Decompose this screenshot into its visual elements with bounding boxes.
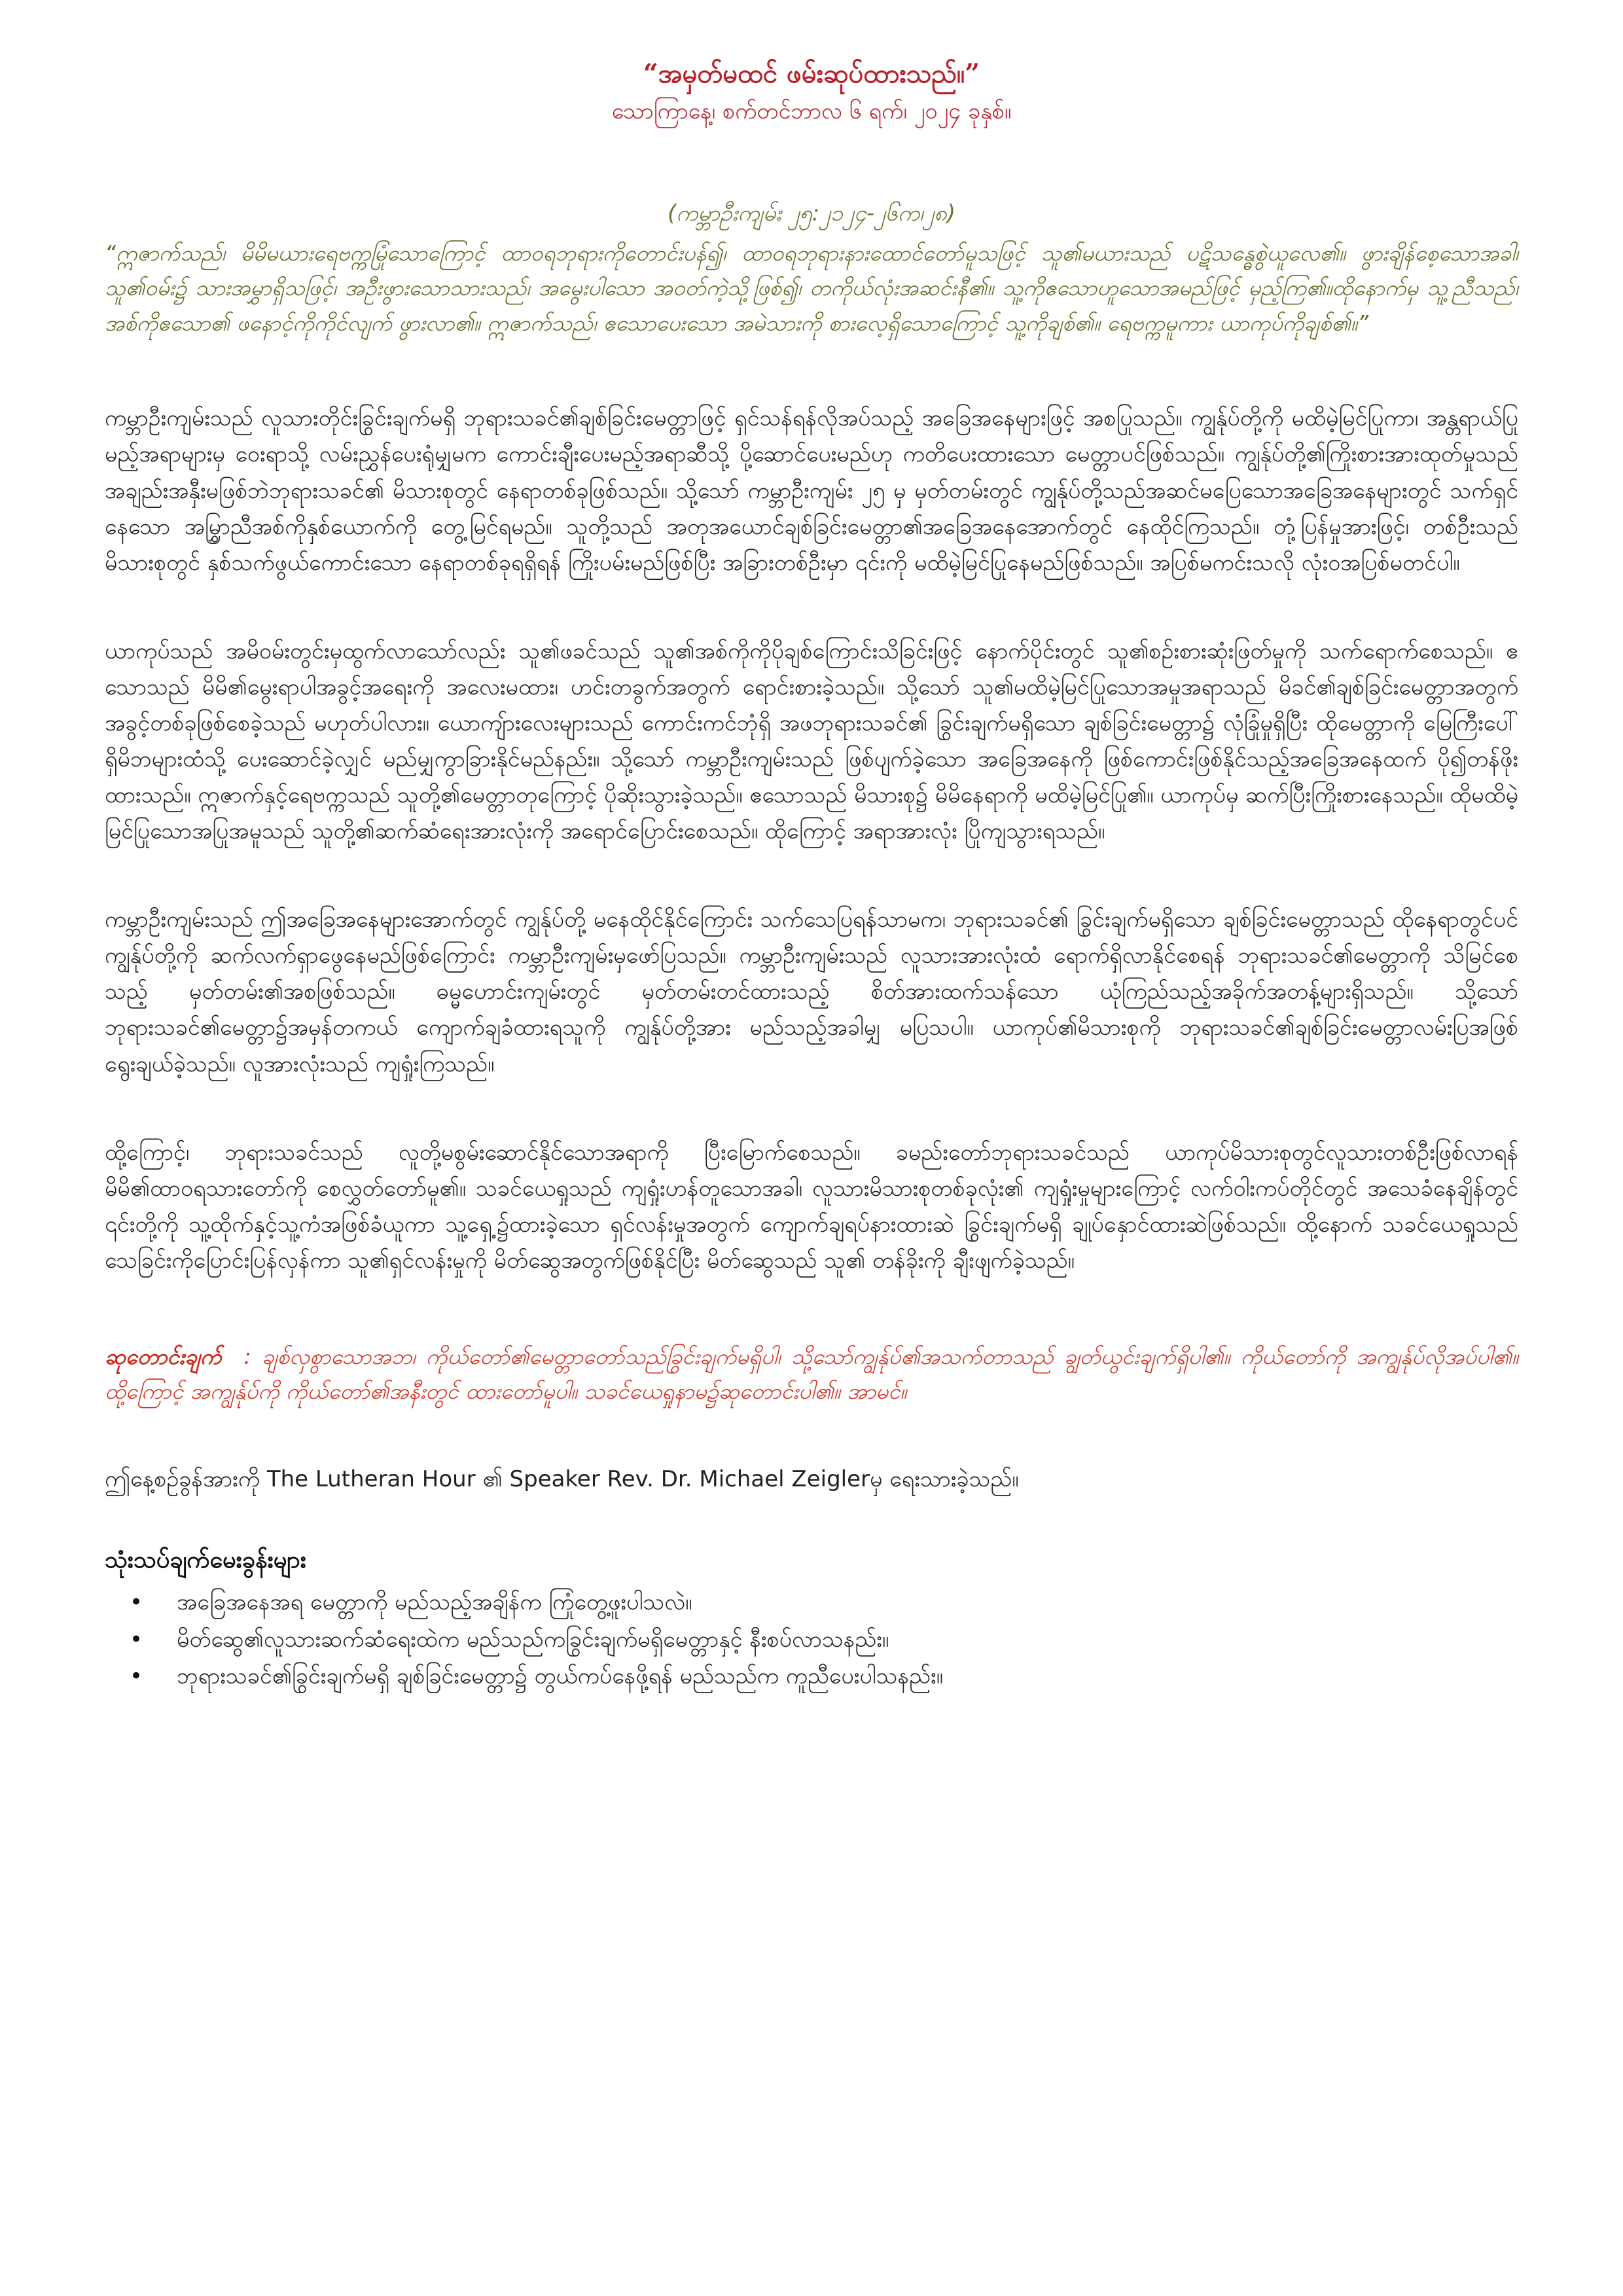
scripture-passage: “ဣဇာက်သည်၊ မိမိမယားရေဗက္ကမြုံသောကြောင့် ထာဝရဘုရားကိုတောင်းပန်၍၊ ထာဝရဘုရားနားထောင်တော်မူသဖြင့် သူ၏မယားသည် ပဋိသန္ဓေစွဲယူလေ၏။ ဖွားချိန်စေ့သောအခါ၊ သူ၏ဝမ်း၌ သားအမွှာရှိသဖြင့်၊ အဦးဖွားသောသားသည်၊ အမွေးပါသော အဝတ်ကဲ့သို့ဖြစ်၍၊ တကိုယ်လုံးအဆင်းနီ၏။ သူ့ကိုဧသောဟူသောအမည်ဖြင့် မှည့်ကြ၏။ထိုနောက်မှ သူ့ညီသည်၊ အစ်ကိုဧသော၏ ဖနောင့်ကိုကိုင်လျက် ဖွားလာ၏။ ဣဇာက်သည်၊ ဧသောပေးသော အမဲသားကို စားလေ့ရှိသောကြောင့် သူ့ကိုချစ်၏။ ရေဗက္ကမူကား ယာကုပ်ကိုချစ်၏။” — [105, 240, 1518, 336]
list-item — [105, 1659, 1518, 1694]
question-text: ဘုရားသခင်၏ခြွင်းချက်မရှိ ချစ်ခြင်းမေတ္တာ၌ တွယ်ကပ်နေဖို့ရန် မည်သည်က ကူညီပေးပါသနည်း။ — [177, 1663, 943, 1689]
list-item — [105, 1622, 1518, 1657]
author-credit: ဤနေ့စဉ်ခွန်အားကို The Lutheran Hour ၏ Speaker Rev. Dr. Michael Zeiglerမှ ရေးသားခဲ့သည်။ — [105, 1465, 1019, 1492]
prayer-text: : ချစ်လှစွာသောအဘ၊ ကိုယ်တော်၏မေတ္တာတော်သည်ခြွင်းချက်မရှိပါ၊ သို့သော်ကျွန်ုပ်၏အသက်တာသည် ချွတ်ယွင်းချက်ရှိပါ၏။ ကိုယ်တော်ကို အကျွန်ုပ်လိုအပ်ပါ၏။ ထို့ကြောင့် အကျွန်ုပ်ကို ကိုယ်တော်၏အနီးတွင် ထားတော်မူပါ။ သခင်ယေရှုနာမ၌ဆုတောင်းပါ၏။ အာမင်။ — [105, 1343, 1518, 1405]
prayer-block — [105, 1339, 1518, 1409]
body-paragraph-1: ကမ္ဘာဦးကျမ်းသည် လူသားတိုင်းခြွင်းချက်မရှိ ဘုရားသခင်၏ချစ်ခြင်းမေတ္တာဖြင့် ရှင်သန်ရန်လိုအပ်သည့် အခြေအနေများဖြင့် အစပြုသည်။ ကျွန်ုပ်တို့ကို မထိမဲ့မြင်ပြုကာ၊ အန္တရာယ်ပြုမည့်အရာများမှ ဝေးရာသို့ လမ်းညွှန်ပေးရုံမျှမက ကောင်းချီးပေးမည့်အရာဆီသို့ ပို့ဆောင်ပေးမည်ဟု ကတိပေးထားသော မေတ္တာပင်ဖြစ်သည်။ ကျွန်ုပ်တို့၏ကြိုးစားအားထုတ်မှုသည် အချည်းအနှီးမဖြစ်ဘဲဘုရားသခင်၏ မိသားစုတွင် နေရာတစ်ခုဖြစ်သည်။ သို့သော် ကမ္ဘာဦးကျမ်း ၂၅ မှ မှတ်တမ်းတွင် ကျွန်ုပ်တို့သည်အဆင်မပြေသောအခြေအနေများတွင် သက်ရှင်နေသော အမြွှာညီအစ်ကိုနှစ်ယောက်ကို တွေ့မြင်ရမည်။ သူတို့သည် အတုအယောင်ချစ်ခြင်းမေတ္တာ၏အခြေအနေအောက်တွင် နေထိုင်ကြသည်။ တုံ့ပြန်မှုအားဖြင့်၊ တစ်ဦးသည် မိသားစုတွင် နှစ်သက်ဖွယ်ကောင်းသော နေရာတစ်ခုရရှိရန် ကြိုးပမ်းမည်ဖြစ်ပြီး အခြားတစ်ဦးမှာ ၎င်းကို မထိမဲ့မြင်ပြုနေမည်ဖြစ်သည်။ အပြစ်မကင်းသလို လုံးဝအပြစ်မတင်ပါ။ — [105, 405, 1518, 576]
date-line: သောကြာနေ့၊ စက်တင်ဘာလ ၆ ရက်၊ ၂၀၂၄ ခုနှစ်။ — [611, 98, 1012, 124]
question-text: မိတ်ဆွေ၏လူသားဆက်ဆံရေးထဲက မည်သည်ကခြွင်းချက်မရှိမေတ္တာနှင့် နီးစပ်လာသနည်း။ — [177, 1626, 889, 1653]
list-item — [105, 1585, 1518, 1620]
prayer-label: ဆုတောင်းချက် — [105, 1343, 222, 1369]
bullet-icon: • — [130, 1589, 143, 1616]
body-paragraph-2: ယာကုပ်သည် အမိဝမ်းတွင်းမှထွက်လာသော်လည်း သူ၏ဖခင်သည် သူ၏အစ်ကိုကိုပိုချစ်ကြောင်းသိခြင်းဖြင့် နောက်ပိုင်းတွင် သူ၏စဉ်းစားဆုံးဖြတ်မှုကို သက်ရောက်စေသည်။ ဧသောသည် မိမိ၏မွေးရာပါအခွင့်အရေးကို အလေးမထား၊ ဟင်းတခွက်အတွက် ရောင်းစားခဲ့သည်။ သို့သော် သူ၏မထိမဲ့မြင်ပြုသောအမှုအရာသည် မိခင်၏ချစ်ခြင်းမေတ္တာအတွက် အခွင့်တစ်ခုဖြစ်စေခဲ့သည် မဟုတ်ပါလား။ ယောကျ်ားလေးများသည် ကောင်းကင်ဘုံရှိ အဖဘုရားသခင်၏ ခြွင်းချက်မရှိသော ချစ်ခြင်းမေတ္တာ၌ လုံခြုံမှုရှိပြီး ထိုမေတ္တာကို မြေကြီးပေါ်ရှိမိဘများထံသို့ ပေးဆောင်ခဲ့လျှင် မည်မျှကွာခြားနိုင်မည်နည်း။ သို့သော် ကမ္ဘာဦးကျမ်းသည် ဖြစ်ပျက်ခဲ့သော အခြေအနေကို ဖြစ်ကောင်းဖြစ်နိုင်သည့်အခြေအနေထက် ပို၍တန်ဖိုးထားသည်။ ဣဇာက်နှင့်ရေဗက္ကသည် သူတို့၏မေတ္တာတုကြောင့် ပိုဆိုးသွားခဲ့သည်။ ဧသောသည် မိသားစု၌ မိမိနေရာကို မထိမဲ့မြင်ပြု၏။ ယာကုပ်မှ ဆက်ပြီးကြိုးစားနေသည်။ ထိုမထိမဲ့မြင်ပြုသောအပြုအမူသည် သူတို့၏ဆက်ဆံရေးအားလုံးကို အရောင်ပြောင်းစေသည်။ ထိုကြောင့် အရာအားလုံး ပြိုကျသွားရသည်။ — [105, 637, 1518, 845]
reflection-questions-list — [105, 1585, 1518, 1694]
scripture-reference: (ကမ္ဘာဦးကျမ်း ၂၅:၂၁၂၄-၂၆က၊၂၈) — [667, 200, 955, 226]
bullet-icon: • — [130, 1626, 143, 1653]
bullet-icon: • — [130, 1663, 143, 1689]
body-paragraph-4: ထို့ကြောင့်၊ ဘုရားသခင်သည် လူတို့မစွမ်းဆောင်နိုင်သောအရာကို ပြီးမြောက်စေသည်။ ခမည်းတော်ဘုရားသခင်သည် ယာကုပ်မိသားစုတွင်လူသားတစ်ဦးဖြစ်လာရန် မိမိ၏ထာဝရသားတော်ကို စေလွှတ်တော်မူ၏။ သခင်ယေရှုသည် ကျရှုံးဟန်တူသောအခါ၊ လူသားမိသားစုတစ်ခုလုံး၏ ကျရှုံးမှုများကြောင့် လက်ဝါးကပ်တိုင်တွင် အသေခံနေချိန်တွင် ၎င်းတို့ကို သူ့ထိုက်နှင့်သူ့ကံအဖြစ်ခံယူကာ သူ့ရှေ့၌ထားခဲ့သော ရှင်လန်းမှုအတွက် ကျောက်ချရပ်နားထားဆဲ ခြွင်းချက်မရှိ ချုပ်နှောင်ထားဆဲဖြစ်သည်။ ထို့နောက် သခင်ယေရှုသည် သေခြင်းကိုပြောင်းပြန်လှန်ကာ သူ၏ရှင်လန်းမှုကို မိတ်ဆွေအတွက်ဖြစ်နိုင်ပြီး မိတ်ဆွေသည် သူ၏ တန်ခိုးကို ချီးဖျက်ခဲ့သည်။ — [105, 1139, 1518, 1274]
page-title: “အမှတ်မထင် ဖမ်းဆုပ်ထားသည်။” — [643, 58, 980, 89]
question-text: အခြေအနေအရ မေတ္တာကို မည်သည့်အချိန်က ကြုံတွေ့ဖူးပါသလဲ။ — [177, 1589, 692, 1616]
body-paragraph-3: ကမ္ဘာဦးကျမ်းသည် ဤအခြေအနေများအောက်တွင် ကျွန်ုပ်တို့ မနေထိုင်နိုင်ကြောင်း သက်သေပြရန်သာမက၊ ဘုရားသခင်၏ ခြွင်းချက်မရှိသော ချစ်ခြင်းမေတ္တာသည် ထိုနေရာတွင်ပင် ကျွန်ုပ်တို့ကို ဆက်လက်ရှာဖွေနေမည်ဖြစ်ကြောင်း ကမ္ဘာဦးကျမ်းမှဖော်ပြသည်။ ကမ္ဘာဦးကျမ်းသည် လူသားအားလုံးထံ ရောက်ရှိလာနိုင်စေရန် ဘုရားသခင်၏မေတ္တာကို သိမြင်စေသည့် မှတ်တမ်း၏အစဖြစ်သည်။ ဓမ္မဟောင်းကျမ်းတွင် မှတ်တမ်းတင်ထားသည့် စိတ်အားထက်သန်သော ယုံကြည်သည့်အခိုက်အတန့်များရှိသည်။ သို့သော် ဘုရားသခင်၏မေတ္တာ၌အမှန်တကယ် ကျောက်ချခံထားရသူကို ကျွန်ုပ်တို့အား မည်သည့်အခါမျှ မပြသပါ။ ယာကုပ်၏မိသားစုကို ဘုရားသခင်၏ချစ်ခြင်းမေတ္တာလမ်းပြအဖြစ် ရွေးချယ်ခဲ့သည်။ လူအားလုံးသည် ကျရှုံးကြသည်။ — [105, 906, 1518, 1077]
reflection-questions-heading: သုံးသပ်ချက်မေးခွန်းများ — [105, 1547, 306, 1574]
